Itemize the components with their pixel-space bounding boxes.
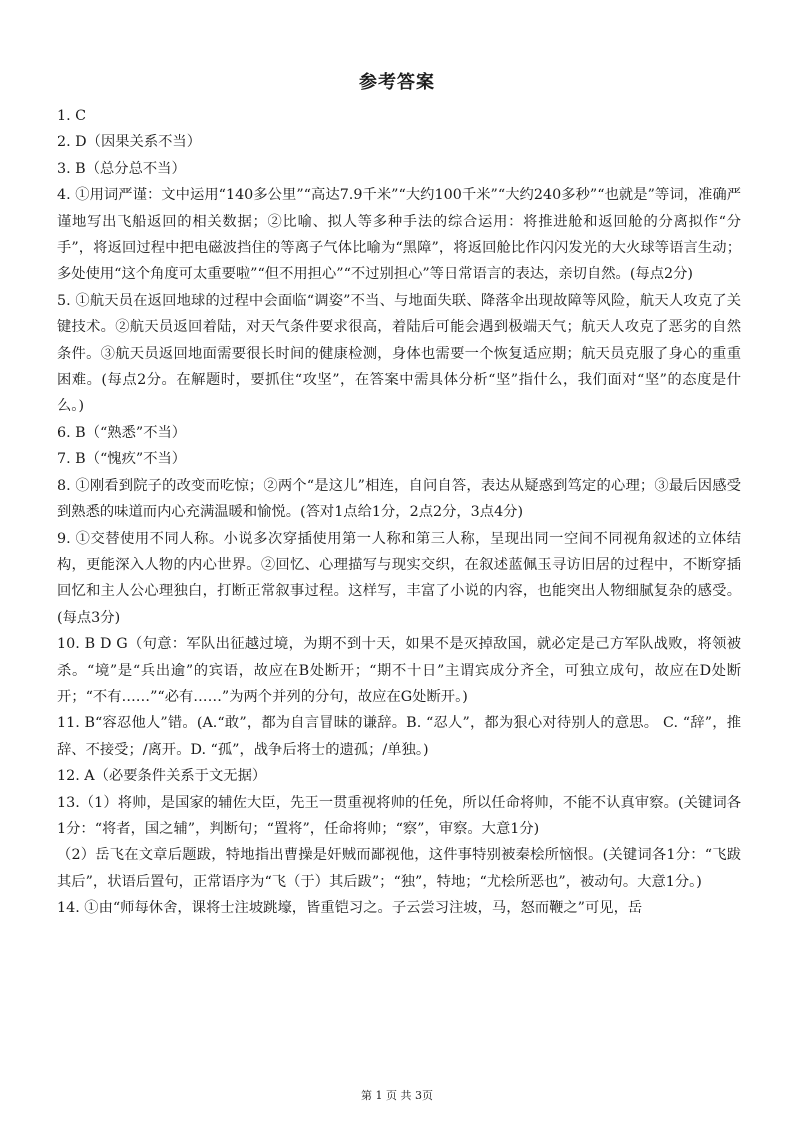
- answer-item: 14. ①由“师每休舍，课将士注坡跳壕，皆重铠习之。子云尝习注坡，马，怒而鞭之”可见，岳: [57, 900, 643, 917]
- answer-item: 7. B（“愧疚”不当）: [57, 451, 187, 468]
- answer-item: （2）岳飞在文章后题跋，特地指出曹操是奸贼而鄙视他，这件事特别被秦桧所恼恨。(关键词各1分：“飞跋其后”，状语后置句，正常语序为“飞（于）其后跋”；“独”，特地；“尤桧所恶也”，被动句。大意1分。): [57, 847, 741, 890]
- answer-list: [57, 103, 741, 922]
- answer-item: 1. C: [57, 108, 87, 124]
- answer-item: 9. ①交替使用不同人称。小说多次穿插使用第一人称和第三人称，呈现出同一空间不同视角叙述的立体结构，更能深入人物的内心世界。②回忆、心理描写与现实交织，在叙述蓝佩玉寻访旧居的过程中，不断穿插回忆和主人公心理独白，打断正常叙事过程。这样写，丰富了小说的内容，也能突出人物细腻复杂的感受。(每点3分): [57, 530, 741, 626]
- page-title: 参考答案: [359, 72, 435, 93]
- answer-item: 13.（1）将帅，是国家的辅佐大臣，先王一贯重视将帅的任免，所以任命将帅，不能不认真审察。(关键词各1分：“将者，国之辅”，判断句；“置将”，任命将帅；“察”，审察。大意1分): [57, 794, 741, 837]
- answer-item: 10. B D G（句意：军队出征越过境，为期不到十天，如果不是灭掉敌国，就必定是己方军队战败，将领被杀。“境”是“兵出逾”的宾语，故应在B处断开；“期不十日”主谓宾成分齐全，可独立成句，故应在D处断开；“不有……”“必有……”为两个并列的分句，故应在G处断开。): [57, 636, 741, 705]
- answer-item: 4. ①用词严谨：文中运用“140多公里”“高达7.9千米”“大约100千米”“大约240多秒”“也就是”等词，准确严谨地写出飞船返回的相关数据；②比喻、拟人等多种手法的综合运用：将推进舱和返回舱的分离拟作“分手”，将返回过程中把电磁波挡住的等离子气体比喻为“黑障”，将返回舱比作闪闪发光的大火球等语言生动；多处使用“这个角度可太重要啦”“但不用担心”“不过别担心”等日常语言的表达，亲切自然。(每点2分): [57, 187, 741, 283]
- page-footer: 第 1 页 共 3页: [361, 1089, 433, 1102]
- answer-item: 12. A（必要条件关系于文无据）: [57, 768, 267, 785]
- answer-item: 8. ①刚看到院子的改变而吃惊；②两个“是这儿”相连，自问自答，表达从疑惑到笃定的心理；③最后因感受到熟悉的味道而内心充满温暖和愉悦。(答对1点给1分，2点2分，3点4分): [57, 477, 741, 521]
- answer-item: 2. D（因果关系不当）: [57, 134, 202, 151]
- answer-item: 6. B（“熟悉”不当）: [57, 424, 187, 441]
- answer-item: 11. B“容忍他人”错。(A.“敢”，都为自言冒昧的谦辞。B. “忍人”，都为狠心对待别人的意思。 C. “辞”，推辞、不接受；/离开。D. “孤”，战争后将士的遗孤；/单独。): [57, 715, 741, 758]
- answer-item: 3. B（总分总不当）: [57, 160, 186, 177]
- answer-item: 5. ①航天员在返回地球的过程中会面临“调姿”不当、与地面失联、降落伞出现故障等风险，航天人攻克了关键技术。②航天员返回着陆，对天气条件要求很高，着陆后可能会遇到极端天气；航天人攻克了恶劣的自然条件。③航天员返回地面需要很长时间的健康检测，身体也需要一个恢复适应期；航天员克服了身心的重重困难。(每点2分。在解题时，要抓住“攻坚”，在答案中需具体分析“坚”指什么，我们面对“坚”的态度是什么。): [57, 292, 741, 415]
